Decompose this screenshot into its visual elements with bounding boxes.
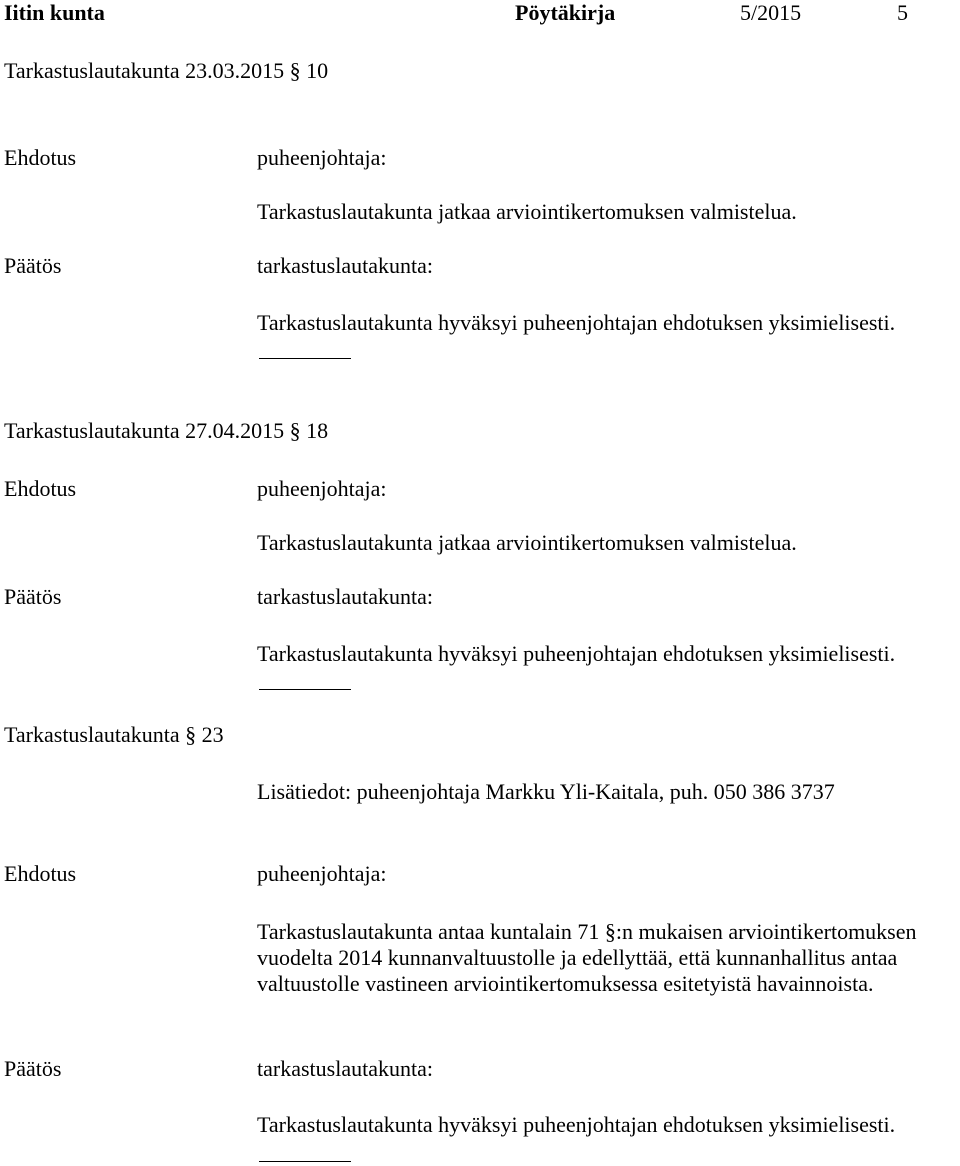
section-heading: Tarkastuslautakunta 23.03.2015 § 10: [4, 58, 329, 83]
proposal-text: Tarkastuslautakunta jatkaa arviointikertomuksen valmistelua.: [257, 530, 797, 555]
proposal-line: vuodelta 2014 kunnanvaltuustolle ja edellyttää, että kunnanhallitus antaa: [257, 945, 898, 970]
section-divider: [259, 689, 351, 690]
decision-label: Päätös: [4, 253, 62, 278]
section-heading: Tarkastuslautakunta § 23: [4, 722, 224, 747]
document-number: 5/2015: [740, 0, 802, 25]
decision-by: tarkastuslautakunta:: [257, 253, 433, 278]
section-heading: Tarkastuslautakunta 27.04.2015 § 18: [4, 418, 329, 443]
proposal-text: [257, 919, 917, 997]
proposal-label: Ehdotus: [4, 476, 77, 501]
contact-info: Lisätiedot: puheenjohtaja Markku Yli-Kaitala, puh. 050 386 3737: [257, 779, 835, 804]
decision-text: Tarkastuslautakunta hyväksyi puheenjohtajan ehdotuksen yksimielisesti.: [257, 1112, 896, 1137]
proposal-label: Ehdotus: [4, 861, 77, 886]
proposal-by: puheenjohtaja:: [257, 476, 387, 501]
decision-text: Tarkastuslautakunta hyväksyi puheenjohtajan ehdotuksen yksimielisesti.: [257, 310, 896, 335]
proposal-by: puheenjohtaja:: [257, 861, 387, 886]
decision-label: Päätös: [4, 1056, 62, 1081]
section-divider: [259, 1161, 351, 1162]
decision-label: Päätös: [4, 584, 62, 609]
proposal-line: valtuustolle vastineen arviointikertomuksessa esitetyistä havainnoista.: [257, 971, 874, 996]
proposal-label: Ehdotus: [4, 145, 77, 170]
section-divider: [259, 358, 351, 359]
page-number: 5: [897, 0, 908, 25]
decision-by: tarkastuslautakunta:: [257, 584, 433, 609]
decision-text: Tarkastuslautakunta hyväksyi puheenjohtajan ehdotuksen yksimielisesti.: [257, 641, 896, 666]
proposal-line: Tarkastuslautakunta antaa kuntalain 71 §:n mukaisen arviointikertomuksen: [257, 919, 917, 944]
proposal-text: Tarkastuslautakunta jatkaa arviointikertomuksen valmistelua.: [257, 199, 797, 224]
document-type: Pöytäkirja: [515, 0, 616, 25]
municipality-name: Iitin kunta: [4, 0, 105, 25]
decision-by: tarkastuslautakunta:: [257, 1056, 433, 1081]
proposal-by: puheenjohtaja:: [257, 145, 387, 170]
